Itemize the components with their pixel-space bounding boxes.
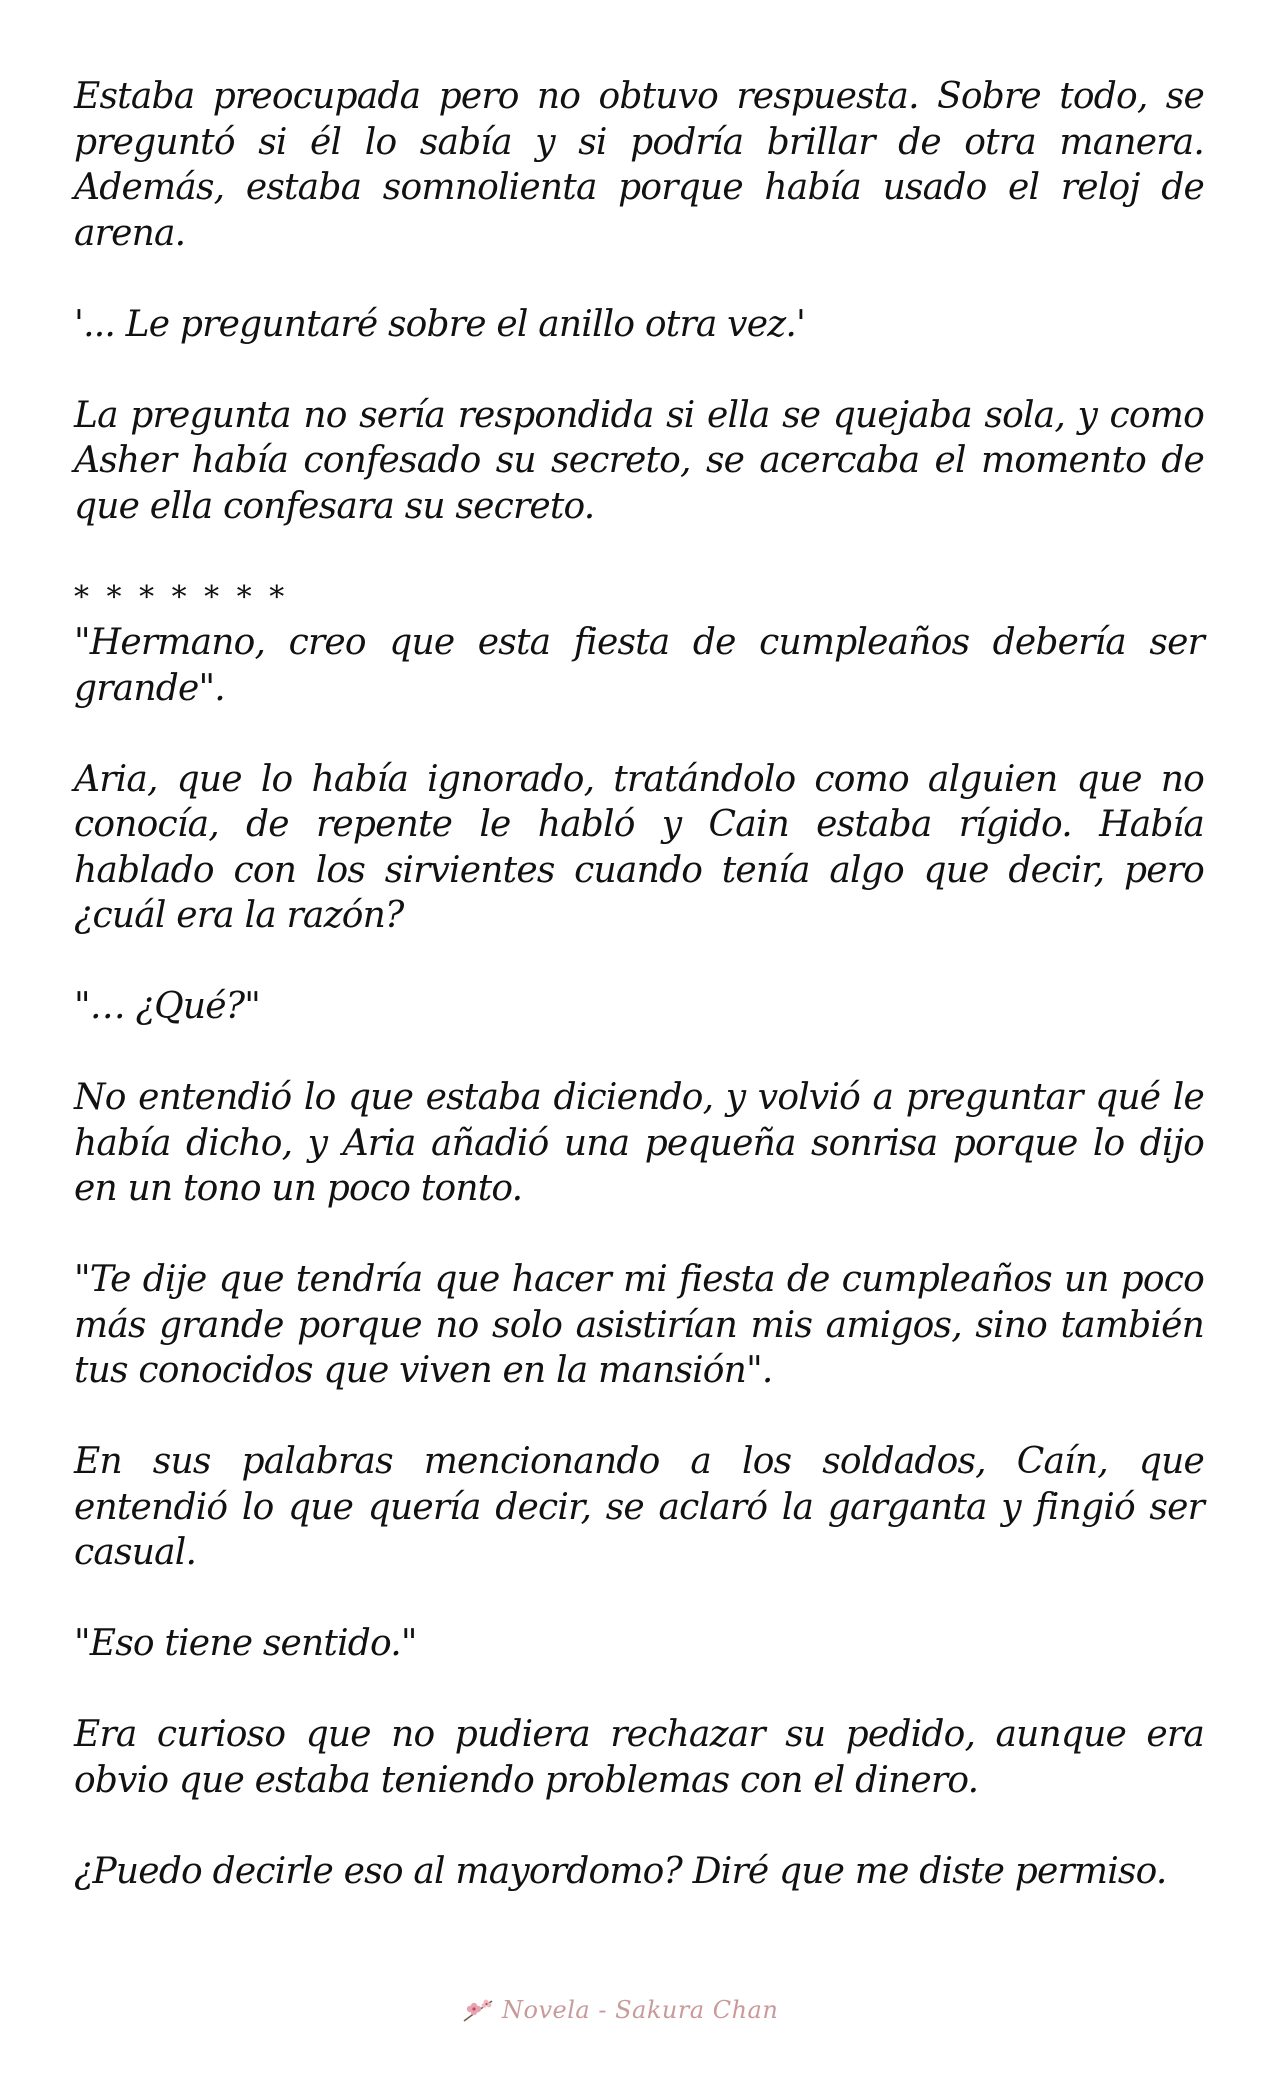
- paragraph-10: "Eso tiene sentido.": [74, 1623, 417, 1664]
- cherry-blossom-icon: [460, 1995, 496, 2025]
- scene-separator: * * * * * * *: [74, 579, 289, 615]
- paragraph-9: En sus palabras mencionando a los soldados, Caín, que entendió lo que quería decir, se aclaró la garganta y fingió ser casual.: [74, 1441, 1204, 1573]
- paragraph-6: "… ¿Qué?": [74, 986, 260, 1027]
- document-body: [74, 74, 1204, 1940]
- paragraph-12: ¿Puedo decirle eso al mayordomo? Diré que me diste permiso.: [74, 1850, 1167, 1892]
- paragraph-8: "Te dije que tendría que hacer mi fiesta de cumpleaños un poco más grande porque no solo asistirían mis amigos, sino también tus conocidos que viven en la mansión".: [74, 1259, 1204, 1391]
- paragraph-2: '... Le preguntaré sobre el anillo otra vez.': [74, 303, 806, 345]
- paragraph-5: Aria, que lo había ignorado, tratándolo como alguien que no conocía, de repente le habló y Cain estaba rígido. Había hablado con los sirvientes cuando tenía algo que decir, pero ¿cuál era la razón?: [74, 758, 1204, 936]
- paragraph-11: Era curioso que no pudiera rechazar su pedido, aunque era obvio que estaba teniendo problemas con el dinero.: [74, 1714, 1204, 1801]
- watermark: [460, 1988, 778, 2032]
- paragraph-4: "Hermano, creo que esta fiesta de cumpleaños debería ser grande".: [74, 622, 1204, 709]
- paragraph-3: La pregunta no sería respondida si ella se quejaba sola, y como Asher había confesado su secreto, se acercaba el momento de que ella confesara su secreto.: [74, 394, 1204, 527]
- watermark-text: Novela - Sakura Chan: [502, 1996, 779, 2024]
- paragraph-1: Estaba preocupada pero no obtuvo respuesta. Sobre todo, se preguntó si él lo sabía y si podría brillar de otra manera. Además, estaba somnolienta porque había usado el reloj de arena.: [74, 76, 1204, 254]
- paragraph-7: No entendió lo que estaba diciendo, y volvió a preguntar qué le había dicho, y Aria añadió una pequeña sonrisa porque lo dijo en un tono un poco tonto.: [74, 1077, 1204, 1209]
